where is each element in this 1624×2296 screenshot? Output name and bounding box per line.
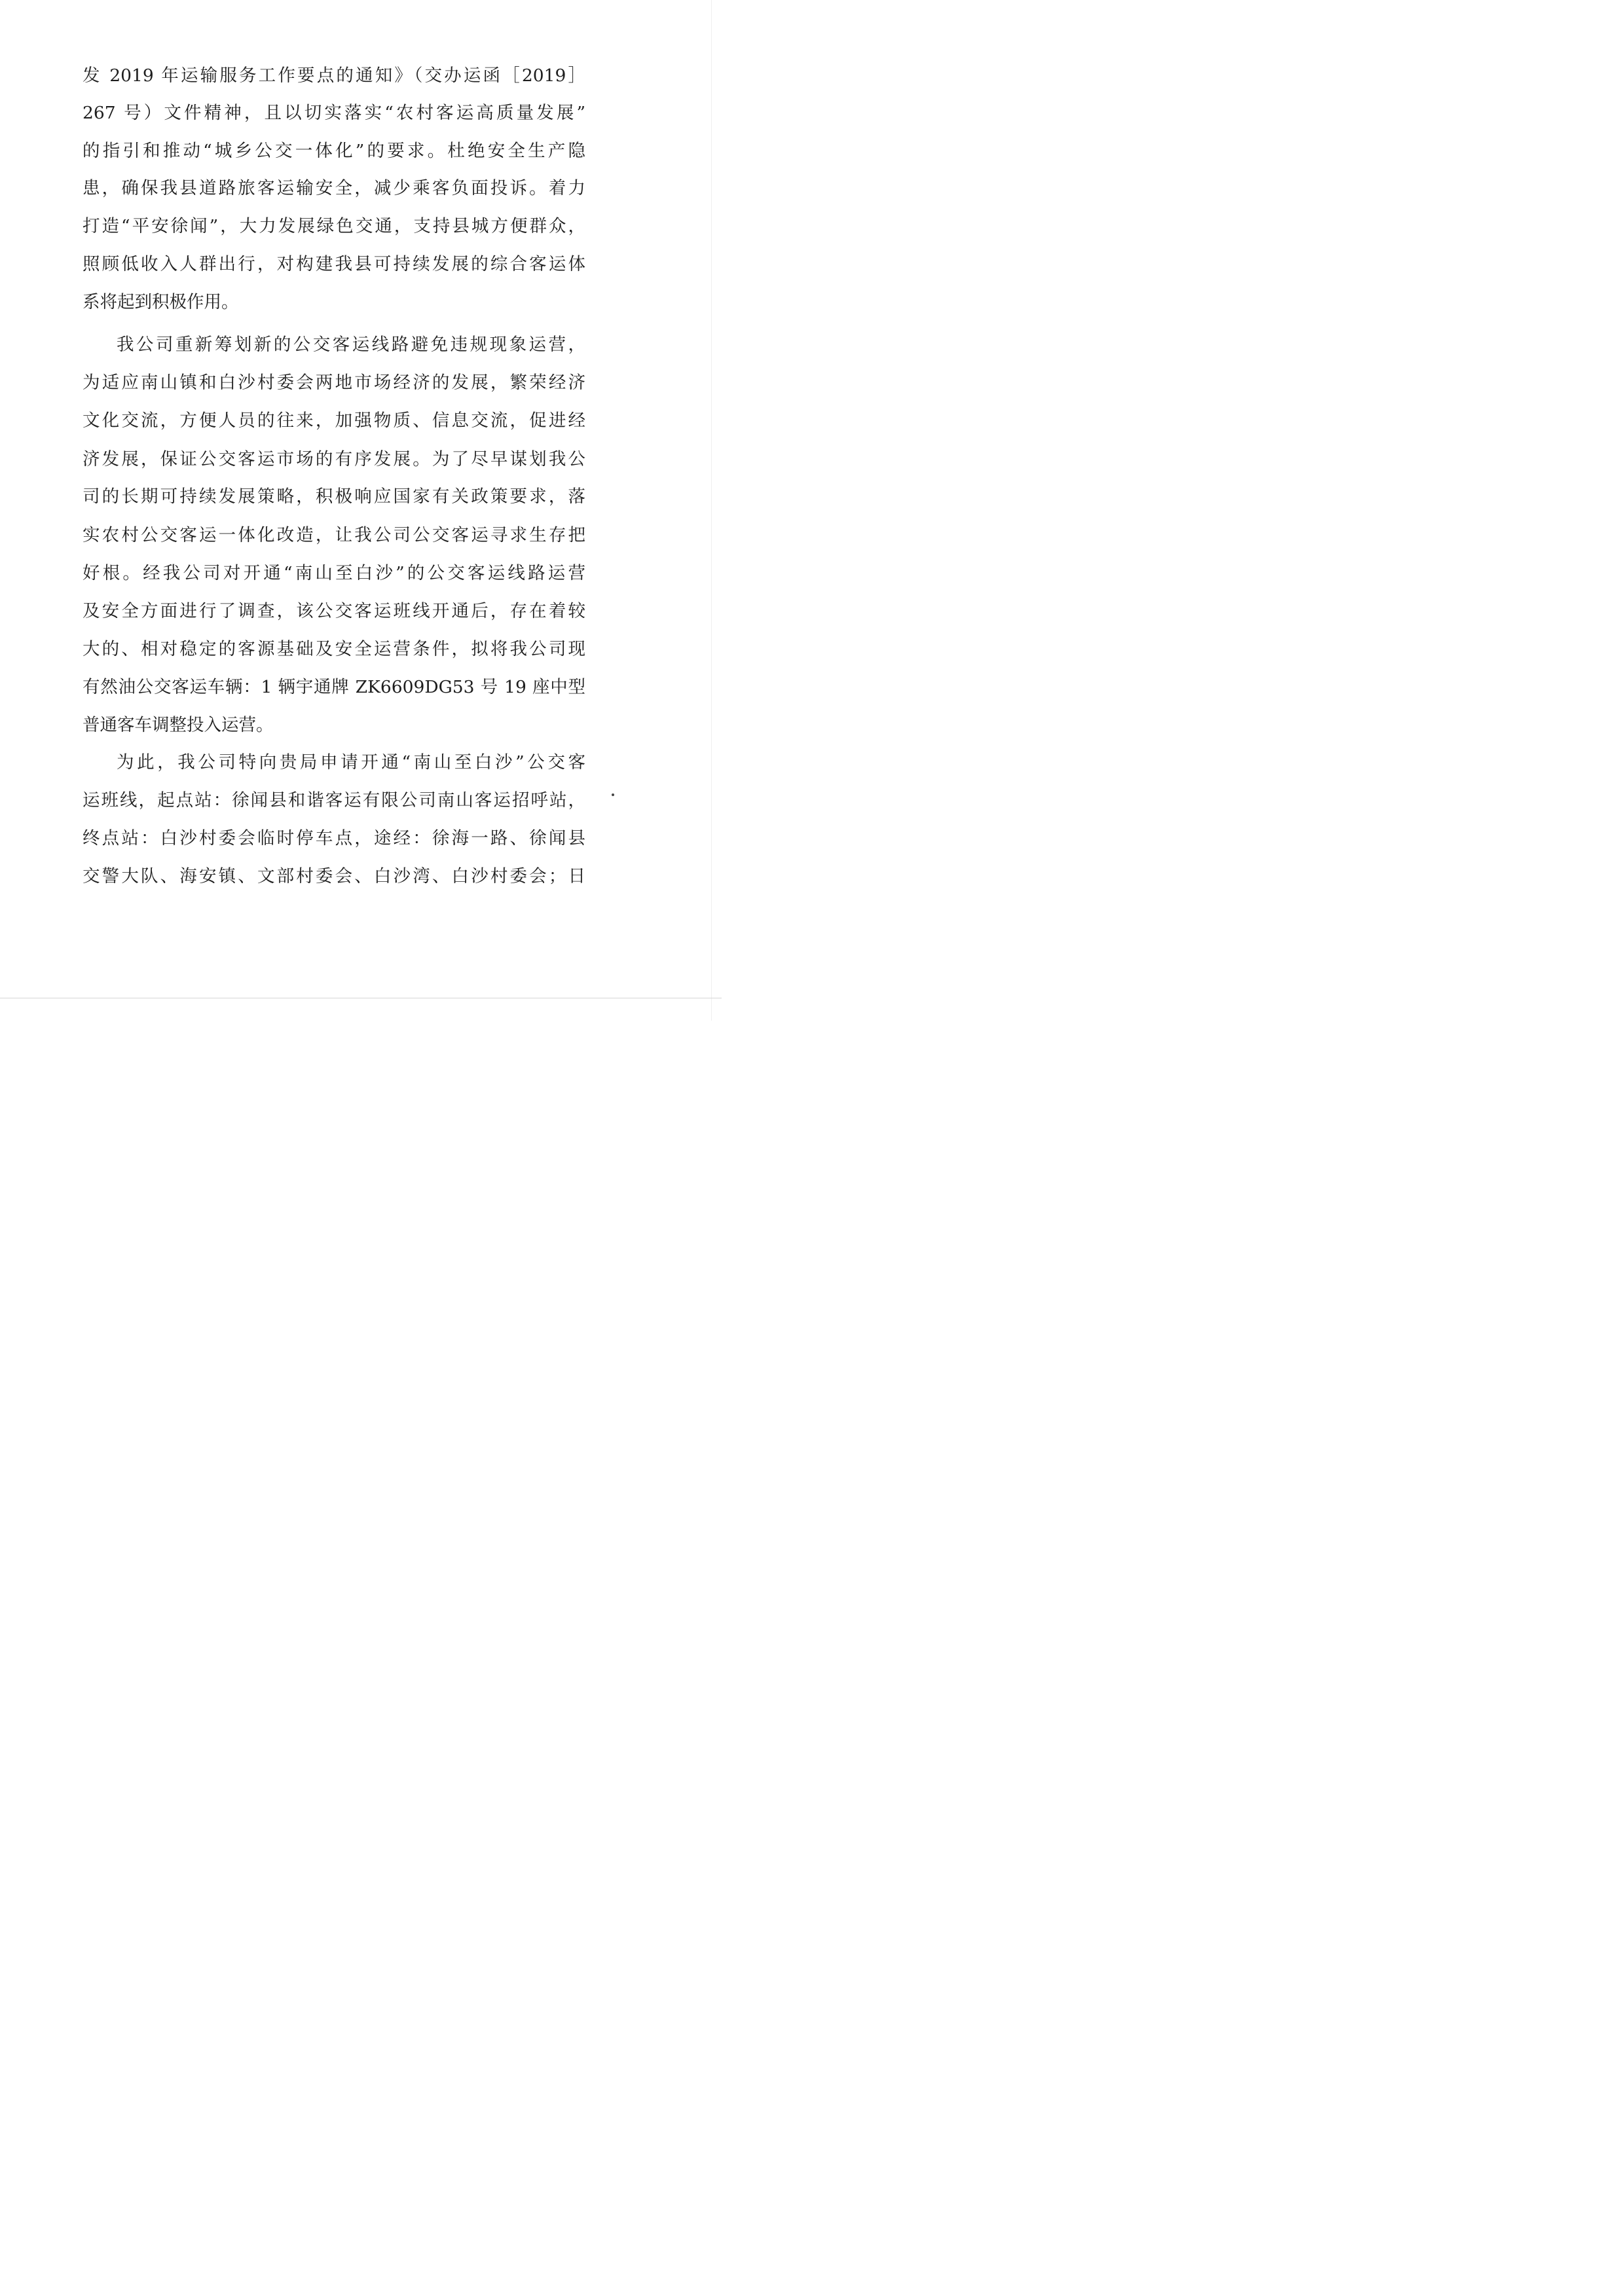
scan-speck xyxy=(612,793,614,796)
text-line-14: 好根。经我公司对开通“南山至白沙”的公交客运线路运营 xyxy=(83,563,585,583)
text-line-5: 打造“平安徐闻”，大力发展绿色交通，支持县城方便群众， xyxy=(83,216,585,236)
text-line-2: 267 号）文件精神，且以切实落实“农村客运高质量发展” xyxy=(83,103,585,123)
text-line-7: 系将起到积极作用。 xyxy=(83,292,239,312)
text-line-12: 司的长期可持续发展策略，积极响应国家有关政策要求，落 xyxy=(83,486,585,507)
document-page xyxy=(0,0,722,1021)
text-line-8: 我公司重新筹划新的公交客运线路避免违规现象运营， xyxy=(117,335,585,355)
text-line-11: 济发展，保证公交客运市场的有序发展。为了尽早谋划我公 xyxy=(83,449,585,469)
text-line-16: 大的、相对稳定的客源基础及安全运营条件，拟将我公司现 xyxy=(83,639,585,659)
text-line-10: 文化交流，方便人员的往来，加强物质、信息交流，促进经 xyxy=(83,410,585,431)
text-line-18: 普通客车调整投入运营。 xyxy=(83,715,274,735)
text-line-22: 交警大队、海安镇、文部村委会、白沙湾、白沙村委会；日 xyxy=(83,866,585,886)
text-line-19: 为此，我公司特向贵局申请开通“南山至白沙”公交客 xyxy=(117,752,585,773)
text-line-9: 为适应南山镇和白沙村委会两地市场经济的发展，繁荣经济 xyxy=(83,373,585,393)
text-line-15: 及安全方面进行了调查，该公交客运班线开通后，存在着较 xyxy=(83,601,585,621)
text-line-21: 终点站：白沙村委会临时停车点，途经：徐海一路、徐闻县 xyxy=(83,828,585,848)
text-line-1: 发 2019 年运输服务工作要点的通知》（交办运函［2019］ xyxy=(83,65,585,86)
text-line-4: 患，确保我县道路旅客运输安全，减少乘客负面投诉。着力 xyxy=(83,178,585,198)
text-line-20: 运班线，起点站：徐闻县和谐客运有限公司南山客运招呼站， xyxy=(83,790,585,811)
text-line-3: 的指引和推动“城乡公交一体化”的要求。杜绝安全生产隐 xyxy=(83,141,585,161)
text-line-6: 照顾低收入人群出行，对构建我县可持续发展的综合客运体 xyxy=(83,254,585,274)
text-line-13: 实农村公交客运一体化改造，让我公司公交客运寻求生存把 xyxy=(83,525,585,545)
text-line-17: 有然油公交客运车辆：1 辆宇通牌 ZK6609DG53 号 19 座中型 xyxy=(83,677,585,697)
scan-edge xyxy=(711,0,712,1021)
